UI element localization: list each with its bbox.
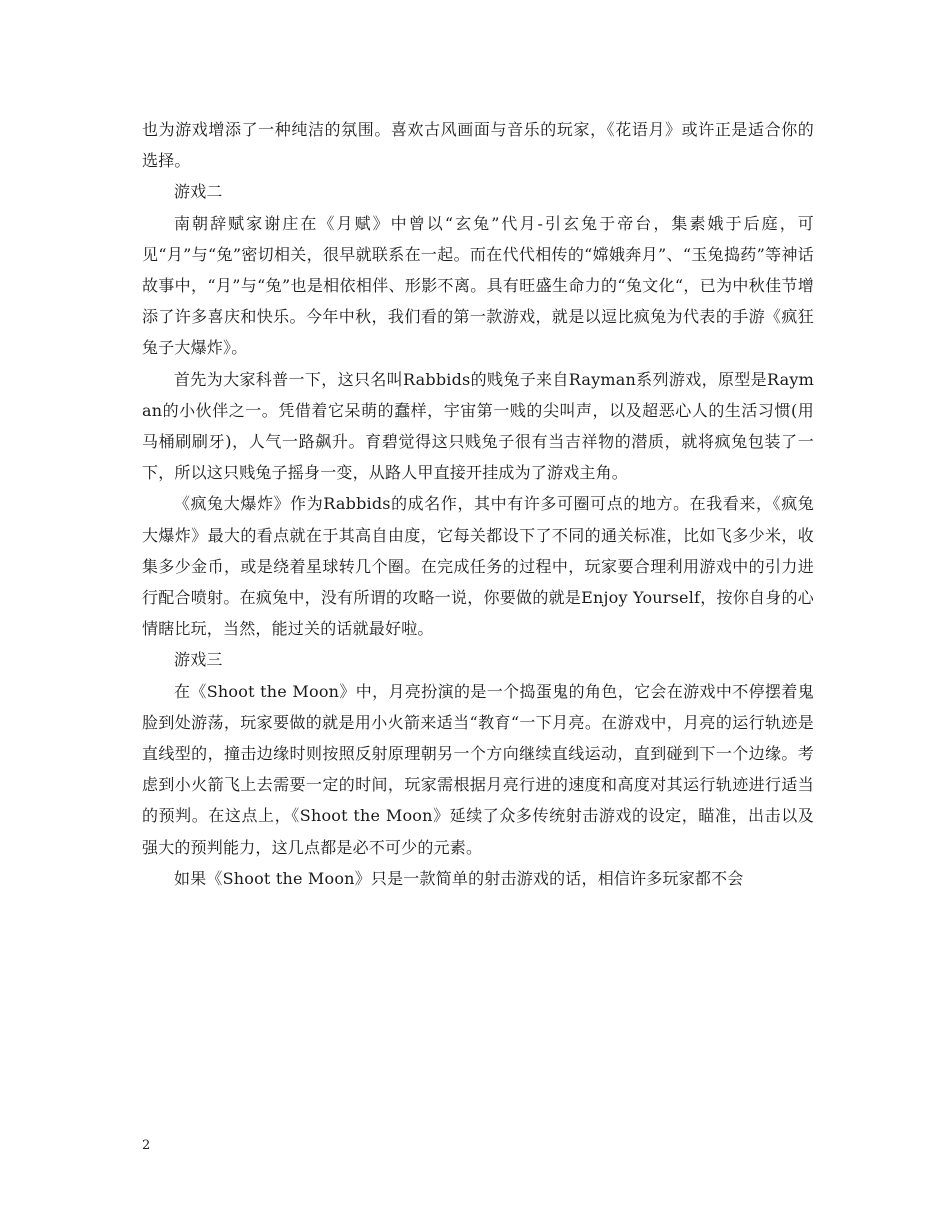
paragraph-rabbids-gameplay: 《疯兔大爆炸》作为Rabbids的成名作，其中有许多可圈可点的地方。在我看来，《疯兔大爆炸》最大的看点就在于其高自由度，它每关都设下了不同的通关标准，比如飞多少米，收集多少金币，或是绕着星球转几个圈。在完成任务的过程中，玩家要合理利用游戏中的引力进行配合喷射。在疯兔中，没有所谓的攻略一说，你要做的就是Enjoy Yourself，按你自身的心情瞎比玩，当然，能过关的话就最好啦。	[142, 494, 814, 639]
section-heading-game-two: 游戏二	[174, 182, 223, 202]
paragraph-continued-intro: 也为游戏增添了一种纯洁的氛围。喜欢古风画面与音乐的玩家，《花语月》或许正是适合你的选择。	[142, 120, 814, 171]
page-number: 2	[142, 1138, 151, 1153]
paragraph-shoot-the-moon: 在《Shoot the Moon》中，月亮扮演的是一个捣蛋鬼的角色，它会在游戏中不停摆着鬼脸到处游荡，玩家要做的就是用小火箭来适当“教育“一下月亮。在游戏中，月亮的运行轨迹是直线型的，撞击边缘时则按照反射原理朝另一个方向继续直线运动，直到碰到下一个边缘。考虑到小火箭飞上去需要一定的时间，玩家需根据月亮行进的速度和高度对其运行轨迹进行适当的预判。在这点上，《Shoot the Moon》延续了众多传统射击游戏的设定，瞄准，出击以及强大的预判能力，这几点都是必不可少的元素。	[142, 681, 814, 857]
paragraph-rabbids-origin: 首先为大家科普一下，这只名叫Rabbids的贱兔子来自Rayman系列游戏，原型是Rayman的小伙伴之一。凭借着它呆萌的蠢样，宇宙第一贱的尖叫声，以及超恶心人的生活习惯(用马桶刷刷牙)，人气一路飙升。育碧觉得这只贱兔子很有当吉祥物的潜质，就将疯兔包装了一下，所以这只贱兔子摇身一变，从路人甲直接开挂成为了游戏主角。	[142, 369, 814, 483]
paragraph-moon-rabbit-culture: 南朝辞赋家谢庄在《月赋》中曾以“玄兔”代月-引玄兔于帝台，集素娥于后庭，可见“月”与“兔”密切相关，很早就联系在一起。而在代代相传的“嫦娥奔月”、“玉兔捣药”等神话故事中，“月”与“兔”也是相依相伴、形影不离。具有旺盛生命力的“兔文化“，已为中秋佳节增添了许多喜庆和快乐。今年中秋，我们看的第一款游戏，就是以逗比疯兔为代表的手游《疯狂兔子大爆炸》。	[142, 213, 814, 358]
section-heading-game-three: 游戏三	[174, 650, 223, 670]
page-body	[142, 114, 814, 894]
paragraph-shoot-the-moon-continued: 如果《Shoot the Moon》只是一款简单的射击游戏的话，相信许多玩家都不会	[174, 868, 744, 888]
